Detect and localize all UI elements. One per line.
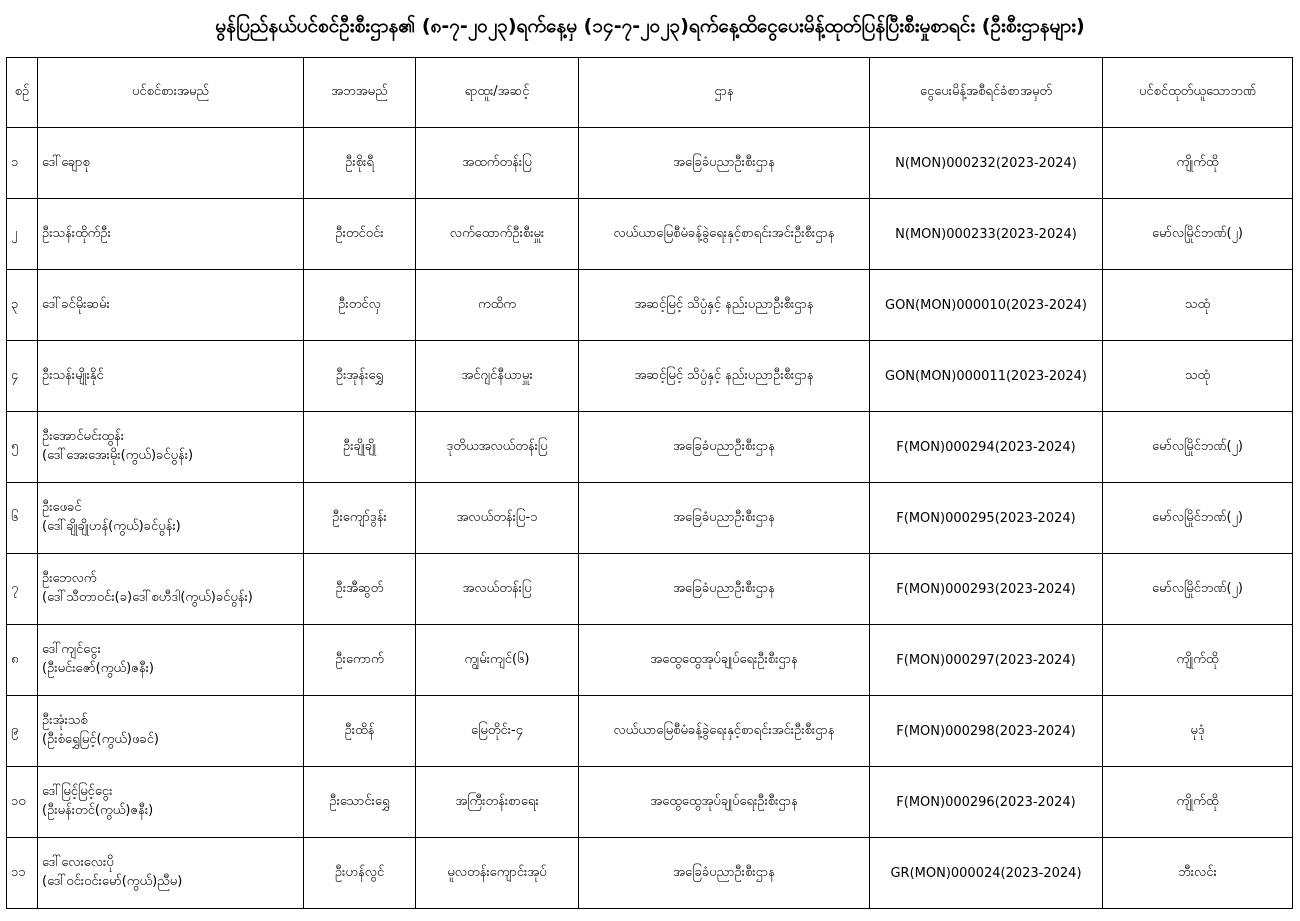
department: အခြေခံပညာဦးစီးဌာန	[579, 838, 870, 909]
department: အခြေခံပညာဦးစီးဌာန	[579, 128, 870, 199]
table-row	[7, 625, 1293, 696]
father-name: ဦးသောင်းရွှေ	[304, 767, 416, 838]
pensioner-name-line: ဒေါ်မြင့်မြင့်ငွေး	[42, 784, 113, 799]
col-header-department: ဌာန	[579, 58, 870, 128]
bank: မော်လမြိုင်ဘဏ်(၂)	[1103, 483, 1293, 554]
pensioner-name	[38, 554, 304, 625]
table-row	[7, 199, 1293, 270]
pensioner-name-line: ဦးသန်းထိုက်ဦး	[42, 225, 111, 241]
bank: မော်လမြိုင်ဘဏ်(၂)	[1103, 412, 1293, 483]
pensioner-name-line: ဒေါ်လေးလေးပို	[42, 855, 114, 870]
pensioner-name	[38, 625, 304, 696]
bank: ကျိုက်ထို	[1103, 767, 1293, 838]
father-name: ဦးကောက်	[304, 625, 416, 696]
bank: သထုံ	[1103, 270, 1293, 341]
father-name: ဦးဟန်လွင်	[304, 838, 416, 909]
bank: ဘီးလင်း	[1103, 838, 1293, 909]
col-header-rank: ရာထူး/အဆင့်	[416, 58, 579, 128]
row-number: ၈	[7, 625, 38, 696]
father-name: ဦးချိုချို	[304, 412, 416, 483]
table-row	[7, 128, 1293, 199]
pensioner-relation-line: (ဦးမန်းတင်(ကွယ်)ဇနီး)	[42, 803, 154, 818]
bank: မုဒုံ	[1103, 696, 1293, 767]
department: အထွေထွေအုပ်ချုပ်ရေးဦးစီးဌာန	[579, 625, 870, 696]
pensioner-name-line: ဒေါ်ခင်မိုးဆမ်း	[42, 296, 110, 312]
bank: ကျိုက်ထို	[1103, 128, 1293, 199]
row-number: ၁၁	[7, 838, 38, 909]
table-row	[7, 270, 1293, 341]
pensioner-name-line: ဒေါ်ကျင်ငွေး	[42, 642, 101, 657]
pensioner-relation-line: (ဒေါ်ချိုချိုဟန်(ကွယ်)ခင်ပွန်း)	[42, 519, 181, 534]
father-name: ဦးအီဆွတ်	[304, 554, 416, 625]
col-header-bank: ပင်စင်ထုတ်ယူသောဘဏ်	[1103, 58, 1293, 128]
report-number: F(MON)000293(2023-2024)	[870, 554, 1103, 625]
pensioner-name	[38, 483, 304, 554]
rank: ကျွမ်းကျင်(၆)	[416, 625, 579, 696]
report-number: F(MON)000298(2023-2024)	[870, 696, 1103, 767]
bank: ကျိုက်ထို	[1103, 625, 1293, 696]
table-row	[7, 341, 1293, 412]
rank: မြေတိုင်း-၄	[416, 696, 579, 767]
father-name: ဦးအုန်းရွှေ	[304, 341, 416, 412]
report-number: F(MON)000294(2023-2024)	[870, 412, 1103, 483]
pensioner-name	[38, 128, 304, 199]
father-name: ဦးတင်လှ	[304, 270, 416, 341]
col-header-report-number: ငွေပေးမိန့်အစီရင်ခံစာအမှတ်	[870, 58, 1103, 128]
bank: မော်လမြိုင်ဘဏ်(၂)	[1103, 199, 1293, 270]
father-name: ဦးတင်ဝင်း	[304, 199, 416, 270]
pensioner-relation-line: (ဒေါ်အေးအေးမိုး(ကွယ်)ခင်ပွန်း)	[42, 448, 194, 463]
table-row	[7, 838, 1293, 909]
rank: လက်ထောက်ဦးစီးမှူး	[416, 199, 579, 270]
father-name: ဦးစိုးရီ	[304, 128, 416, 199]
row-number: ၃	[7, 270, 38, 341]
report-number: F(MON)000295(2023-2024)	[870, 483, 1103, 554]
department: အခြေခံပညာဦးစီးဌာန	[579, 483, 870, 554]
table-row	[7, 696, 1293, 767]
pensioner-name-line: ဦးအုံးသစ်	[42, 713, 88, 728]
report-number: F(MON)000297(2023-2024)	[870, 625, 1103, 696]
report-number: F(MON)000296(2023-2024)	[870, 767, 1103, 838]
pensioner-relation-line: (ဒေါ်သီတာဝင်း(ခ)ဒေါ်စဟီဒါ(ကွယ်)ခင်ပွန်း)	[42, 590, 253, 605]
father-name: ဦးကျော်ဒွန်း	[304, 483, 416, 554]
department: အခြေခံပညာဦးစီးဌာန	[579, 554, 870, 625]
bank: မော်လမြိုင်ဘဏ်(၂)	[1103, 554, 1293, 625]
pensioner-name	[38, 767, 304, 838]
pensioner-relation-line: (ဦးစံရွှေမြင့်(ကွယ်)ဖခင်)	[42, 732, 159, 747]
table-row	[7, 483, 1293, 554]
report-number: GON(MON)000011(2023-2024)	[870, 341, 1103, 412]
row-number: ၄	[7, 341, 38, 412]
department: အထွေထွေအုပ်ချုပ်ရေးဦးစီးဌာန	[579, 767, 870, 838]
table-row	[7, 767, 1293, 838]
department: လယ်ယာမြေစီမံခန့်ခွဲရေးနှင့်စာရင်းအင်းဦးစီးဌာန	[579, 199, 870, 270]
bank: သထုံ	[1103, 341, 1293, 412]
rank: ဒုတိယအလယ်တန်းပြ	[416, 412, 579, 483]
department: အဆင့်မြင့် သိပ္ပံနှင့် နည်းပညာဦးစီးဌာန	[579, 341, 870, 412]
rank: အကြီးတန်းစာရေး	[416, 767, 579, 838]
pensioner-name	[38, 838, 304, 909]
col-header-father: အဘအမည်	[304, 58, 416, 128]
rank: ကထိက	[416, 270, 579, 341]
pensioner-name-line: ဦးအောင်မင်းထွန်း	[42, 429, 125, 444]
pensioner-name-line: ဦးဖေခင်	[42, 500, 82, 515]
row-number: ၉	[7, 696, 38, 767]
pensioner-name-line: ဒေါ်ချောစု	[42, 154, 90, 170]
report-number: N(MON)000232(2023-2024)	[870, 128, 1103, 199]
row-number: ၇	[7, 554, 38, 625]
col-header-name: ပင်စင်စားအမည်	[38, 58, 304, 128]
pensioner-name-line: ဦးသန်းမျိုးနိုင်	[42, 367, 104, 383]
row-number: ၁	[7, 128, 38, 199]
report-number: GON(MON)000010(2023-2024)	[870, 270, 1103, 341]
pensioner-relation-line: (ဒေါ်ဝင်းဝင်းမော်(ကွယ်)ညီမ)	[42, 874, 183, 889]
page-title: မွန်ပြည်နယ်ပင်စင်ဦးစီးဌာန၏ (၈-၇-၂၀၂၃)ရက်နေ့မှ (၁၄-၇-၂၀၂၃)ရက်နေ့ထိငွေပေးမိန့်ထုတ်ပြန်ပြီးစီးမှုစာရင်း (ဦးစီးဌာနများ)	[215, 15, 1085, 37]
department: လယ်ယာမြေစီမံခန့်ခွဲရေးနှင့်စာရင်းအင်းဦးစီးဌာန	[579, 696, 870, 767]
row-number: ၆	[7, 483, 38, 554]
rank: အလယ်တန်းပြ	[416, 554, 579, 625]
pension-table	[6, 57, 1293, 909]
report-number: GR(MON)000024(2023-2024)	[870, 838, 1103, 909]
pensioner-name	[38, 412, 304, 483]
department: အခြေခံပညာဦးစီးဌာန	[579, 412, 870, 483]
pensioner-name	[38, 696, 304, 767]
rank: အလယ်တန်းပြ-၁	[416, 483, 579, 554]
rank: မူလတန်းကျောင်းအုပ်	[416, 838, 579, 909]
father-name: ဦးထိန်	[304, 696, 416, 767]
rank: အထက်တန်းပြ	[416, 128, 579, 199]
pensioner-name-line: ဦးဘေလက်	[42, 571, 97, 586]
pensioner-name	[38, 341, 304, 412]
pensioner-name	[38, 270, 304, 341]
rank: အင်ဂျင်နီယာမှူး	[416, 341, 579, 412]
row-number: ၂	[7, 199, 38, 270]
department: အဆင့်မြင့် သိပ္ပံနှင့် နည်းပညာဦးစီးဌာန	[579, 270, 870, 341]
report-number: N(MON)000233(2023-2024)	[870, 199, 1103, 270]
pensioner-relation-line: (ဦးမင်းဇော်(ကွယ်)ဇနီး)	[42, 661, 154, 676]
col-header-no: စဉ်	[7, 58, 38, 128]
row-number: ၁၀	[7, 767, 38, 838]
row-number: ၅	[7, 412, 38, 483]
header-row	[7, 58, 1293, 128]
pensioner-name	[38, 199, 304, 270]
table-row	[7, 554, 1293, 625]
table-row	[7, 412, 1293, 483]
